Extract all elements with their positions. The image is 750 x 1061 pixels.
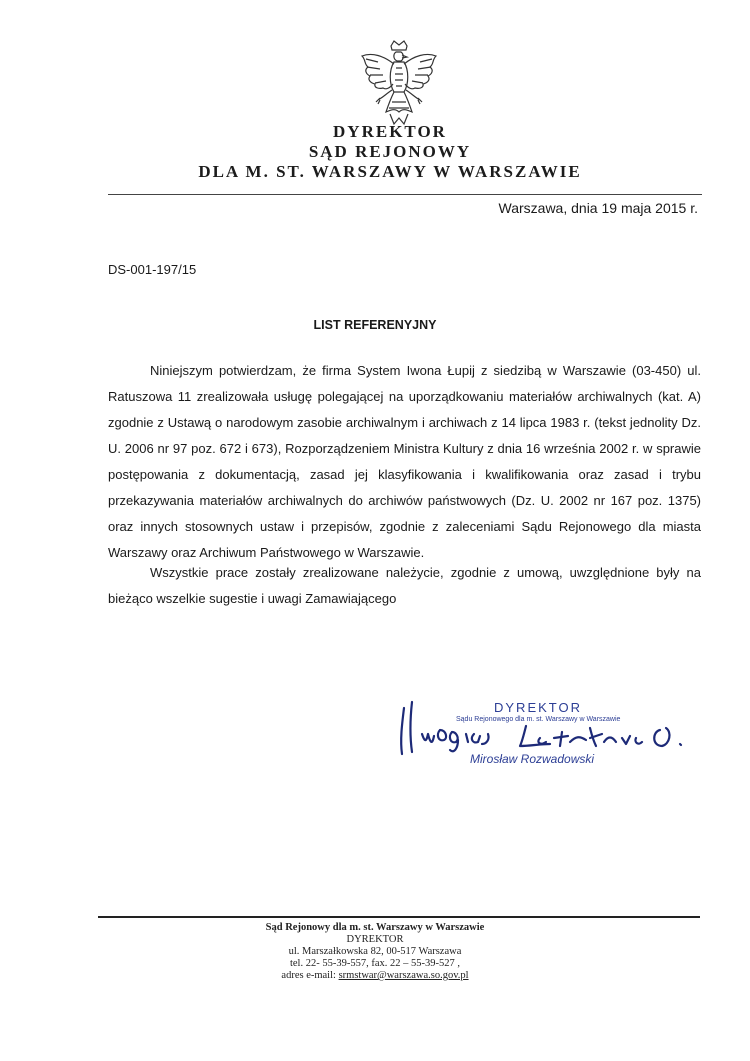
footer-email-line xyxy=(0,970,750,981)
body-paragraph-2: Wszystkie prace zostały zrealizowane należycie, zgodnie z umową, uwzględnione były na bieżąco wszelkie sugestie i uwagi Zamawiającego xyxy=(108,565,701,606)
header-title-line1: DYREKTOR xyxy=(333,122,447,141)
footer-divider xyxy=(98,916,700,918)
footer-email-link[interactable]: srmstwar@warszawa.so.gov.pl xyxy=(338,970,469,981)
handwritten-signature xyxy=(390,690,710,765)
header-title-line2: SĄD REJONOWY xyxy=(308,142,472,161)
footer-role: DYREKTOR xyxy=(346,934,404,945)
letter-date: Warszawa, dnia 19 maja 2015 r. xyxy=(498,200,698,216)
footer-institution: Sąd Rejonowy dla m. st. Warszawy w Warszawie xyxy=(265,922,485,933)
reference-number: DS-001-197/15 xyxy=(108,262,197,277)
stamp-name: Mirosław Rozwadowski xyxy=(470,752,595,766)
header-divider xyxy=(108,194,702,195)
footer-phone-fax: tel. 22- 55-39-557, fax. 22 – 55-39-527 , xyxy=(289,958,460,969)
footer-address: ul. Marszałkowska 82, 00-517 Warszawa xyxy=(288,946,462,957)
document-title: LIST REFERENYJNY xyxy=(313,318,437,332)
stamp-title: DYREKTOR xyxy=(494,700,582,715)
footer-email-label: adres e-mail: xyxy=(281,970,339,981)
body-paragraph-1: Niniejszym potwierdzam, że firma System Iwona Łupij z siedzibą w Warszawie (03-450) ul. Ratuszowa 11 zrealizowała usługę polegającej na uporządkowaniu materiałów archiwalnych (kat. A) zgodnie z Ustawą o narodowym zasobie archiwalnym i archiwach z 14 lipca 1983 r. (tekst jednolity Dz. U. 2006 nr 97 poz. 672 i 673), Rozporządzeniem Ministra Kultury z dnia 16 września 2002 r. w sprawie postępowania z dokumentacją, zasad jej klasyfikowania i kwalifikowania oraz zasad i trybu przekazywania materiałów archiwalnych do archiwów państwowych (Dz. U. 2002 nr 167 poz. 1375) oraz innych stosownych ustaw i przepisów, zgodnie z zaleceniami Sądu Rejonowego dla miasta Warszawy oraz Archiwum Państwowego w Warszawie. xyxy=(108,363,701,560)
polish-eagle-emblem-icon xyxy=(358,40,440,128)
stamp-subtitle: Sądu Rejonowego dla m. st. Warszawy w Warszawie xyxy=(456,716,621,723)
header-title-line3: DLA M. ST. WARSZAWY W WARSZAWIE xyxy=(198,162,582,181)
